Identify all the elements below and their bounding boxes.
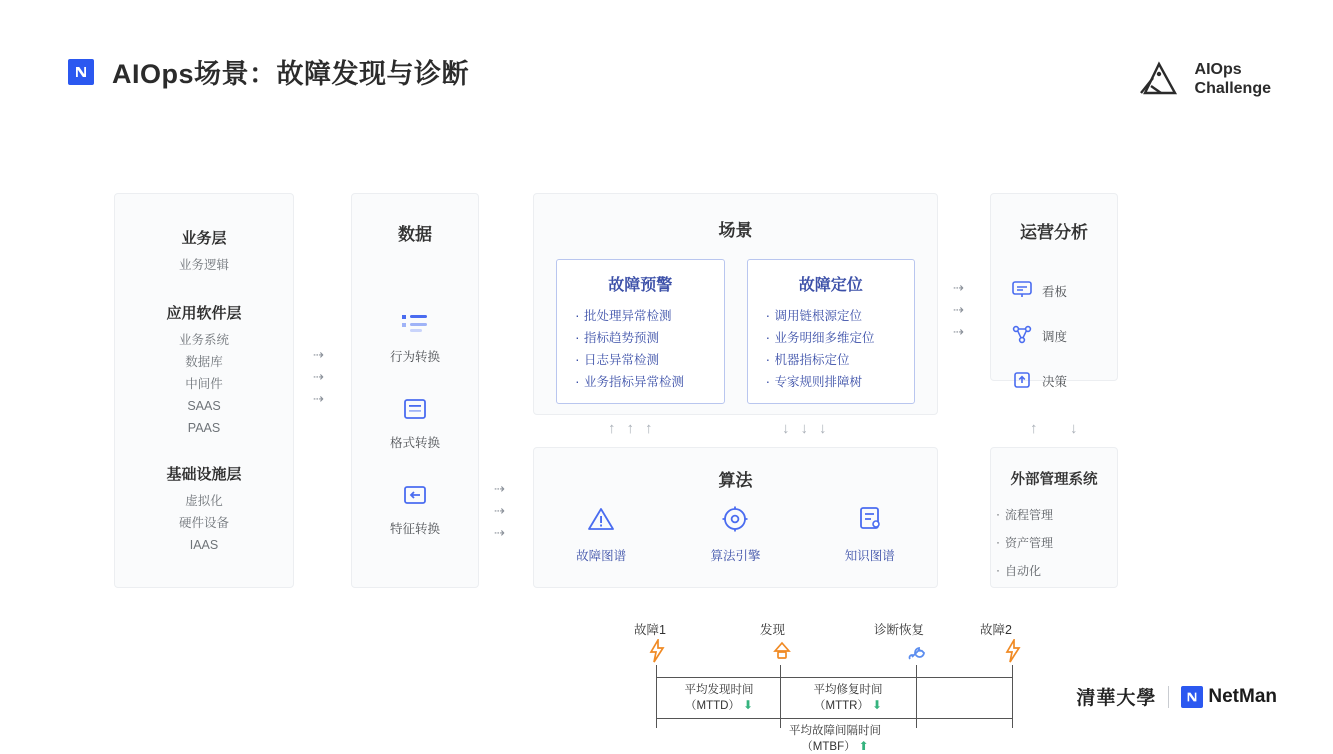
footer-brands <box>1076 683 1277 710</box>
data-item-label: 格式转换 <box>389 436 440 450</box>
aiops-challenge-logo-icon <box>1137 60 1185 100</box>
scenario-card-title: 场景 <box>718 221 753 240</box>
ops-item-label: 看板 <box>1042 284 1068 299</box>
timeline-measure-mtbf <box>740 722 930 754</box>
warning-triangle-icon <box>586 520 616 537</box>
algorithm-item-label: 算法引擎 <box>710 549 761 563</box>
arrows-data-to-algorithm <box>494 478 505 544</box>
arrow-up-icon: ⬆ <box>858 739 869 753</box>
ops-item-schedule[interactable] <box>1011 324 1117 347</box>
measure-line-1: 平均发现时间 <box>684 684 754 696</box>
arrow-dashed-right: ⇢ <box>313 347 324 362</box>
group-item: 虚拟化 <box>185 494 223 508</box>
measure-line-1: 平均修复时间 <box>813 684 883 696</box>
data-item-behavior <box>352 311 478 365</box>
algorithm-card <box>533 447 938 588</box>
arrow-down-icon: ⬇ <box>742 698 753 712</box>
timeline-point-label: 发现 <box>760 623 786 637</box>
repair-wrench-icon <box>906 639 930 668</box>
netman-logo-icon <box>68 59 94 85</box>
subcard-item: · 日志异常检测 <box>575 349 724 371</box>
measure-line-2: （MTTD） <box>685 700 740 712</box>
group-item: 硬件设备 <box>178 516 229 530</box>
measure-line-2-row <box>792 697 904 713</box>
algorithm-item-label: 故障图谱 <box>576 549 627 563</box>
timeline-span-mttd <box>656 677 780 678</box>
timeline-point-label: 诊断恢复 <box>874 623 925 637</box>
timeline-point-label: 故障2 <box>980 623 1012 637</box>
subcard-title: 故障定位 <box>798 277 863 294</box>
brand-line-2: Challenge <box>1194 80 1271 97</box>
timeline-tick <box>1012 665 1013 728</box>
timeline-measure-mttr <box>792 681 904 713</box>
external-system-title: 外部管理系统 <box>1010 472 1098 488</box>
layer-group-business <box>115 227 293 276</box>
algorithm-item-knowledge-graph[interactable] <box>815 505 925 564</box>
netman-logo-icon <box>1181 686 1203 708</box>
group-item: IAAS <box>189 538 219 552</box>
arrow-dashed-right: ⇢ <box>313 369 324 384</box>
algorithm-item-engine[interactable] <box>680 505 790 564</box>
mttr-timeline <box>620 615 1040 753</box>
dashboard-icon <box>1011 279 1033 302</box>
arrows-algorithm-to-scenario-up: ↑↑↑ <box>608 420 664 437</box>
netman-brand <box>1181 686 1277 708</box>
measure-line-2: （MTTR） <box>814 700 869 712</box>
arrow-dashed-right: ⇢ <box>313 391 324 406</box>
arrows-business-to-data <box>313 344 324 410</box>
extract-icon <box>400 494 430 511</box>
list-icon <box>400 322 430 339</box>
group-item: 数据库 <box>185 355 223 369</box>
ops-analysis-title: 运营分析 <box>1020 223 1088 242</box>
ops-item-decision[interactable] <box>1011 369 1117 392</box>
ops-item-label: 决策 <box>1042 374 1068 389</box>
algorithm-item-label: 知识图谱 <box>844 549 895 563</box>
page-title: AIOps场景：故障发现与诊断 <box>112 59 470 89</box>
business-layer-card <box>114 193 294 588</box>
detect-alert-icon <box>772 639 792 668</box>
arrow-down-icon: ⬇ <box>871 698 882 712</box>
scenario-subcard-localization[interactable] <box>747 259 916 404</box>
subcard-item: · 业务指标异常检测 <box>575 371 724 393</box>
schedule-icon <box>1011 324 1033 347</box>
fault-bolt-icon <box>1004 639 1022 668</box>
ops-analysis-card <box>990 193 1118 389</box>
document-icon <box>400 408 430 425</box>
subcard-item: · 指标趋势预测 <box>575 327 724 349</box>
timeline-span-recovery <box>916 677 1012 678</box>
arrow-dashed-right: ⇢ <box>953 280 964 295</box>
subcard-item: · 批处理异常检测 <box>575 305 724 327</box>
brand-line-1: AIOps <box>1194 61 1242 79</box>
measure-line-1: 平均故障间隔时间 <box>789 725 881 737</box>
data-card <box>351 193 479 588</box>
subcard-item: · 专家规则排障树 <box>766 371 915 393</box>
arrow-external-to-ops-up: ↑ <box>1030 420 1038 437</box>
aiops-challenge-label <box>1195 61 1271 99</box>
subcard-title: 故障预警 <box>608 277 673 294</box>
layer-group-infrastructure <box>115 463 293 556</box>
divider <box>1168 686 1169 708</box>
subcard-item: · 调用链根源定位 <box>766 305 915 327</box>
ops-item-dashboard[interactable] <box>1011 279 1117 302</box>
ops-item-label: 调度 <box>1042 329 1068 344</box>
netman-logo-text: NetMan <box>1208 685 1277 707</box>
scenario-subcard-warning[interactable] <box>556 259 725 404</box>
group-item: 业务逻辑 <box>178 258 229 272</box>
external-system-card <box>990 447 1118 588</box>
group-item: 业务系统 <box>178 333 229 347</box>
aiops-challenge-brand <box>1137 60 1271 100</box>
group-title: 业务层 <box>181 230 227 247</box>
arrow-dashed-right: ⇢ <box>494 503 505 518</box>
arrow-dashed-right: ⇢ <box>953 324 964 339</box>
arrows-scenario-to-algorithm-down: ↓↓↓ <box>782 420 838 437</box>
layer-group-application <box>115 302 293 439</box>
tsinghua-logo-text: 清華大學 <box>1076 688 1157 709</box>
data-card-title: 数据 <box>398 225 432 244</box>
data-item-format <box>352 397 478 451</box>
group-item: SAAS <box>187 399 221 413</box>
data-item-label: 特征转换 <box>389 522 440 536</box>
timeline-span-mttr <box>780 677 916 678</box>
decision-icon <box>1011 369 1033 392</box>
data-item-label: 行为转换 <box>389 350 440 364</box>
external-system-item: · 流程管理 <box>991 501 1117 529</box>
group-title: 应用软件层 <box>166 305 242 322</box>
measure-line-2-row <box>666 697 772 713</box>
group-title: 基础设施层 <box>166 466 242 483</box>
timeline-measure-mttd <box>666 681 772 713</box>
engine-gear-icon <box>720 520 750 537</box>
measure-line-2: （MTBF） <box>801 741 856 753</box>
arrow-dashed-right: ⇢ <box>953 302 964 317</box>
algorithm-card-title: 算法 <box>718 471 753 490</box>
scenario-card <box>533 193 938 415</box>
measure-line-2-row <box>740 738 930 754</box>
subcard-item: · 业务明细多维定位 <box>766 327 915 349</box>
group-item: PAAS <box>187 421 221 435</box>
external-system-item: · 资产管理 <box>991 529 1117 557</box>
timeline-point-label: 故障1 <box>634 623 666 637</box>
fault-bolt-icon <box>648 639 666 668</box>
page-header <box>68 52 469 91</box>
group-item: 中间件 <box>185 377 223 391</box>
subcard-item: · 机器指标定位 <box>766 349 915 371</box>
external-system-item: · 自动化 <box>991 557 1117 585</box>
algorithm-item-fault-graph[interactable] <box>546 505 656 564</box>
knowledge-book-icon <box>855 520 885 537</box>
timeline-span-mtbf <box>656 718 1012 719</box>
arrow-dashed-right: ⇢ <box>494 525 505 540</box>
arrow-ops-to-external-down: ↓ <box>1070 420 1078 437</box>
data-item-feature <box>352 483 478 537</box>
arrows-scenario-to-ops <box>953 277 964 343</box>
arrow-dashed-right: ⇢ <box>494 481 505 496</box>
